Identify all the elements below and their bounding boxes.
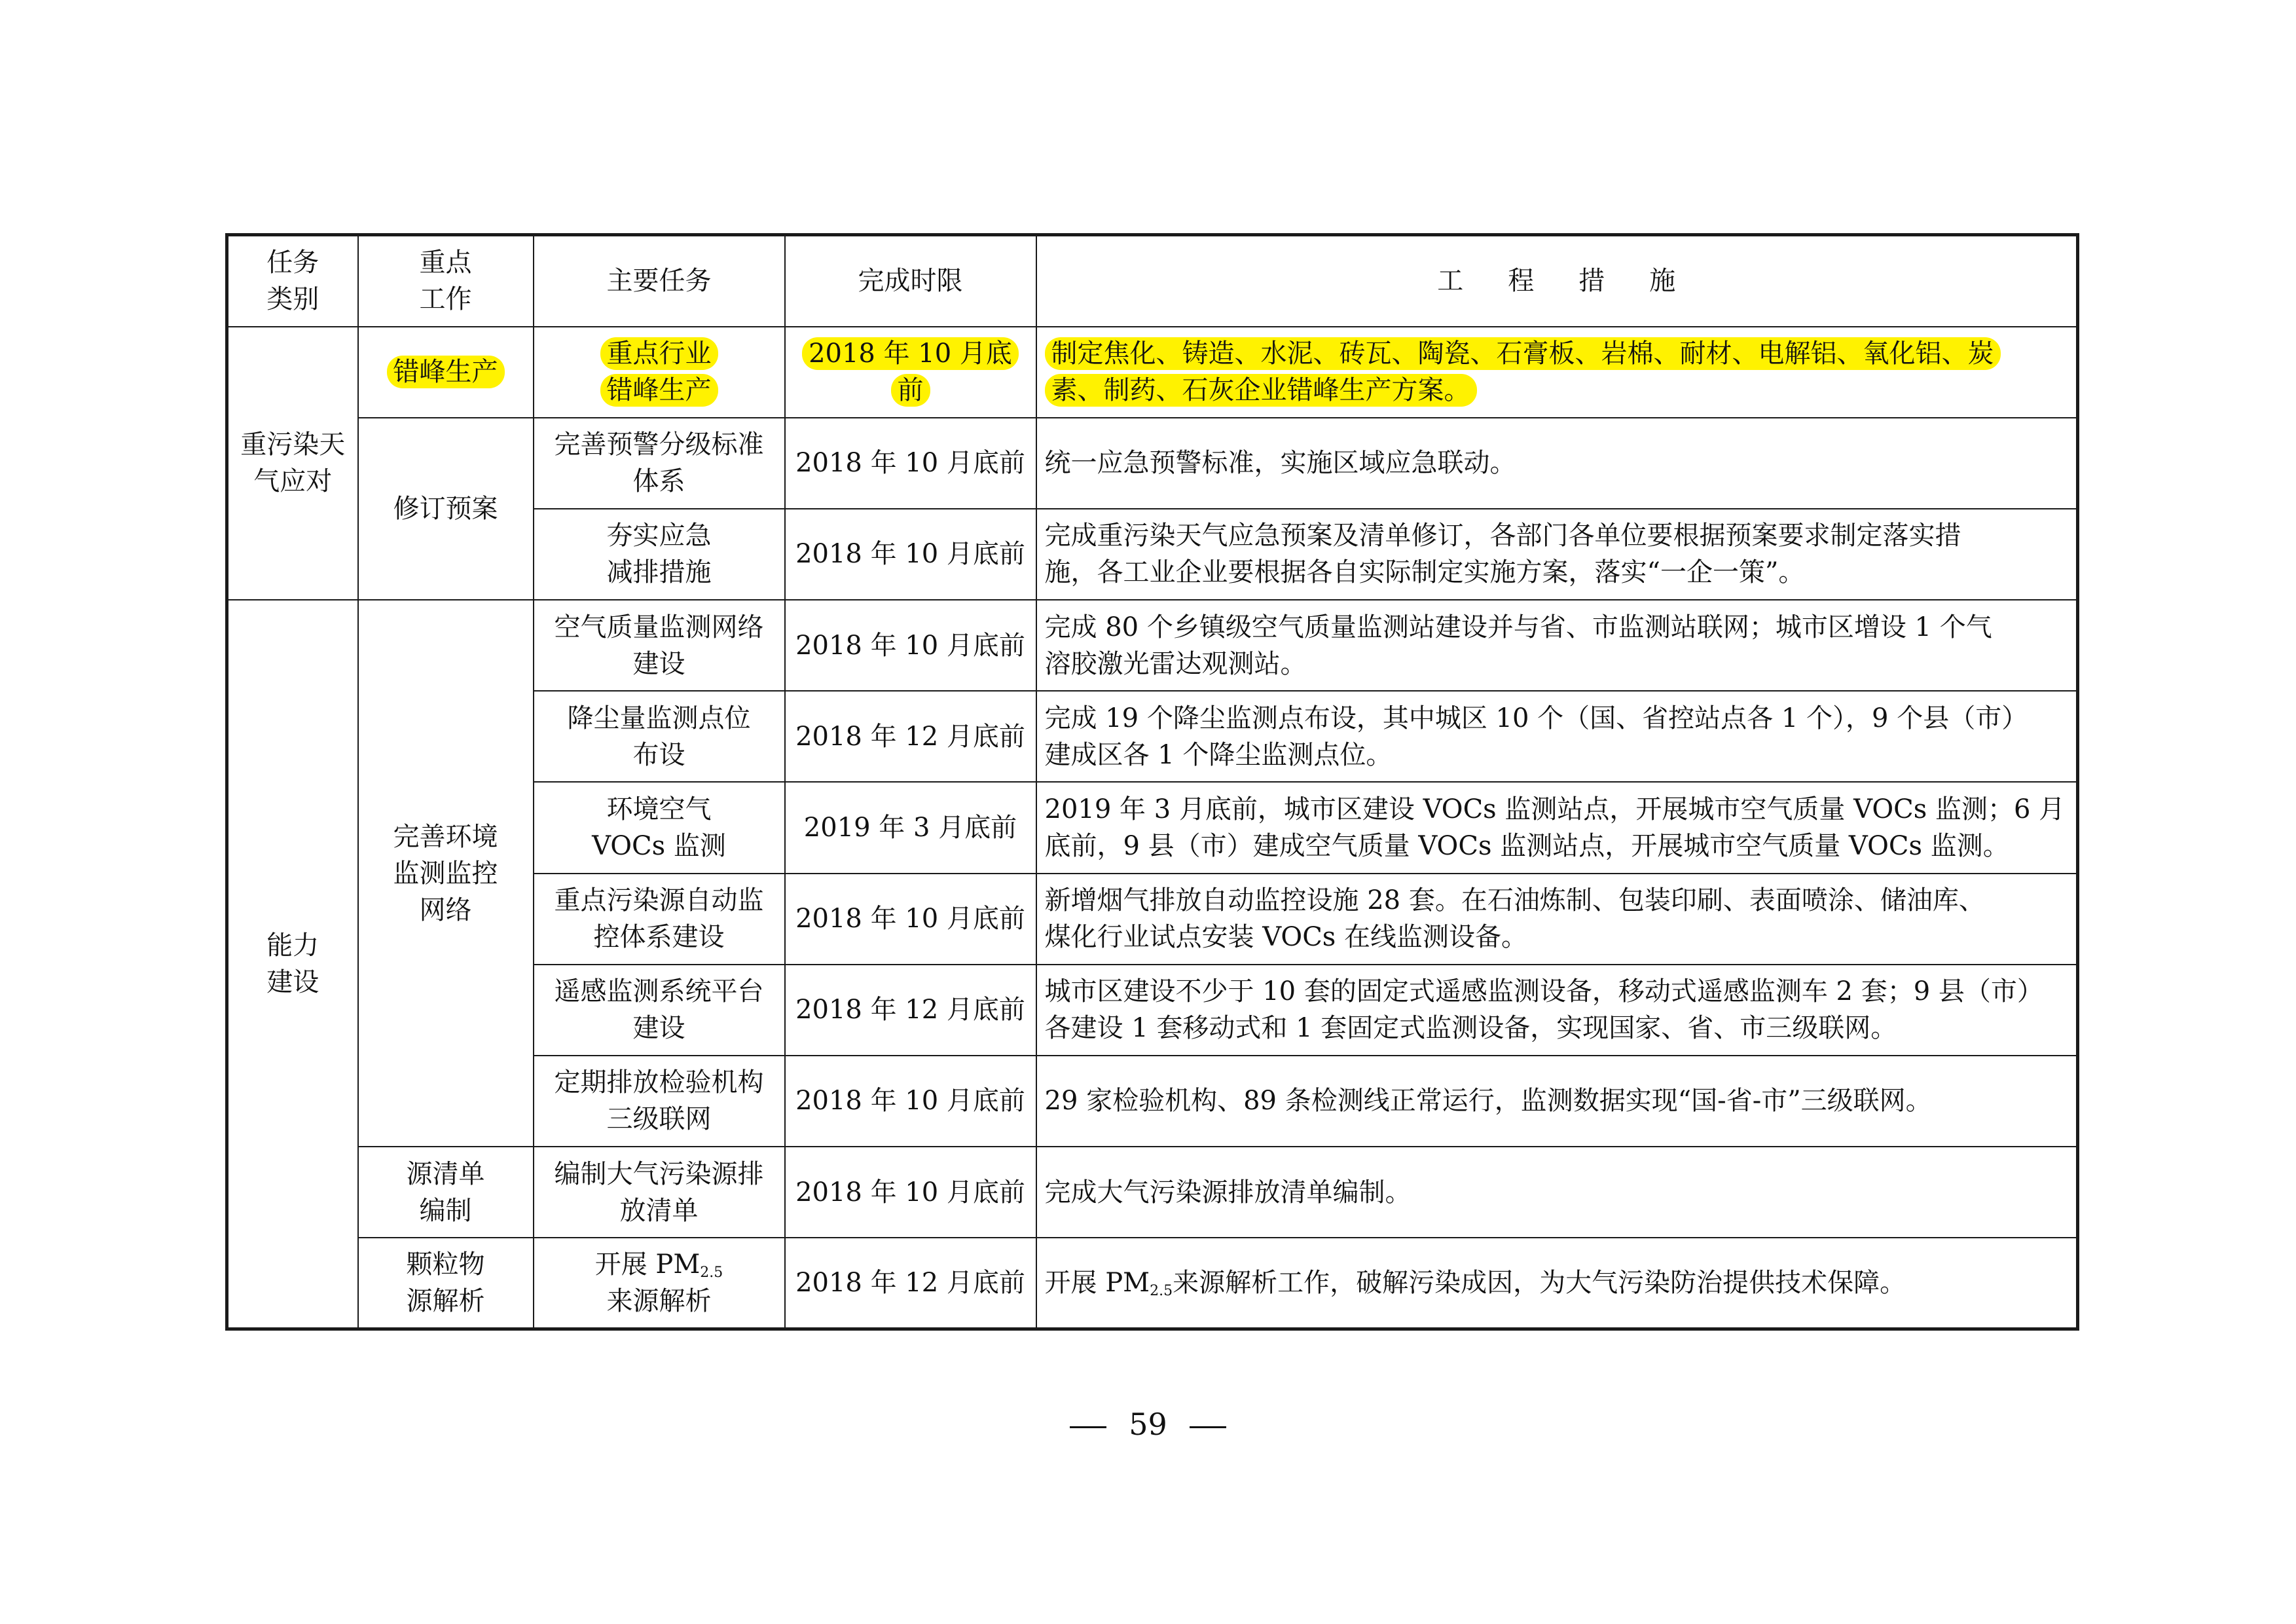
deadline-cell: 2018 年 10 月底前 [785,1056,1036,1147]
deadline-cell: 2019 年 3 月底前 [785,782,1036,873]
measure-cell: 开展 $PM_{2.5}$来源解析工作，破解污染成因，为大气污染防治提供技术保障。 [1036,1238,2078,1329]
deadline-cell: 2018 年 10 月底前 [785,327,1036,418]
table-row [227,1238,2078,1329]
measure-cell: 完成 80 个乡镇级空气质量监测站建设并与省、市监测站联网；城市区增设 1 个气 溶胶激光雷达观测站。 [1036,600,2078,691]
task-cell: 完善预警分级标准 体系 [534,418,785,509]
focus-cell: 修订预案 [358,418,534,600]
pm-subscript: 2.5 [1150,1283,1173,1300]
header-focus: 重点 工作 [358,235,534,327]
pm-subscript: 2.5 [700,1264,723,1282]
focus-cell: 颗粒物 源解析 [358,1238,534,1329]
task-cell: 编制大气污染源排 放清单 [534,1147,785,1238]
measure-cell: 城市区建设不少于 10 套的固定式遥感监测设备，移动式遥感监测车 2 套；9 县（市） 各建设 1 套移动式和 1 套固定式监测设备，实现国家、省、市三级联网。 [1036,965,2078,1056]
task-cell: 定期排放检验机构 三级联网 [534,1056,785,1147]
focus-cell: 完善环境 监测监控 网络 [358,600,534,1147]
measure-cell: 新增烟气排放自动监控设施 28 套。在石油炼制、包装印刷、表面喷涂、储油库、 煤化行业试点安装 VOCs 在线监测设备。 [1036,874,2078,965]
table-row [227,600,2078,691]
table-row [227,327,2078,418]
highlighted-text: 错峰生产 [387,356,505,388]
deadline-cell: 2018 年 12 月底前 [785,1238,1036,1329]
task-cell: 降尘量监测点位 布设 [534,691,785,782]
category-cell: 能力 建设 [227,600,358,1329]
deadline-cell: 2018 年 10 月底前 [785,600,1036,691]
task-cell: 环境空气 VOCs 监测 [534,782,785,873]
task-cell: 空气质量监测网络 建设 [534,600,785,691]
task-table [225,233,2079,1331]
task-cell: 遥感监测系统平台 建设 [534,965,785,1056]
focus-cell: 源清单 编制 [358,1147,534,1238]
header-category: 任务 类别 [227,235,358,327]
task-cell: 开展 $PM_{2.5}$ 来源解析 [534,1238,785,1329]
table-row [227,418,2078,509]
measure-cell: 2019 年 3 月底前，城市区建设 VOCs 监测站点，开展城市空气质量 VOCs 监测；6 月 底前，9 县（市）建成空气质量 VOCs 监测站点，开展城市空气质量 VOCs 监测。 [1036,782,2078,873]
header-task: 主要任务 [534,235,785,327]
header-measures: 工程措施 [1036,235,2078,327]
header-deadline: 完成时限 [785,235,1036,327]
header-row [227,235,2078,327]
task-cell: 重点行业 错峰生产 [534,327,785,418]
page-dash-right [1190,1426,1226,1428]
task-cell: 重点污染源自动监 控体系建设 [534,874,785,965]
measure-cell: 29 家检验机构、89 条检测线正常运行，监测数据实现“国-省-市”三级联网。 [1036,1056,2078,1147]
page-dash-left [1070,1426,1106,1428]
measure-cell: 完成大气污染源排放清单编制。 [1036,1147,2078,1238]
deadline-cell: 2018 年 10 月底前 [785,874,1036,965]
page-number: 59 [0,1407,2296,1442]
focus-cell [358,327,534,418]
deadline-cell: 2018 年 10 月底前 [785,418,1036,509]
measure-cell: 制定焦化、铸造、水泥、砖瓦、陶瓷、石膏板、岩棉、耐材、电解铝、氧化铝、炭 素、制药、石灰企业错峰生产方案。 [1036,327,2078,418]
table-row [227,1147,2078,1238]
deadline-cell: 2018 年 12 月底前 [785,691,1036,782]
measure-cell: 完成重污染天气应急预案及清单修订，各部门各单位要根据预案要求制定落实措 施，各工业企业要根据各自实际制定实施方案，落实“一企一策”。 [1036,509,2078,600]
deadline-cell: 2018 年 10 月底前 [785,1147,1036,1238]
deadline-cell: 2018 年 10 月底前 [785,509,1036,600]
deadline-cell: 2018 年 12 月底前 [785,965,1036,1056]
task-cell: 夯实应急 减排措施 [534,509,785,600]
category-cell: 重污染天气应对 [227,327,358,600]
measure-cell: 完成 19 个降尘监测点布设，其中城区 10 个（国、省控站点各 1 个），9 个县（市） 建成区各 1 个降尘监测点位。 [1036,691,2078,782]
measure-cell: 统一应急预警标准，实施区域应急联动。 [1036,418,2078,509]
